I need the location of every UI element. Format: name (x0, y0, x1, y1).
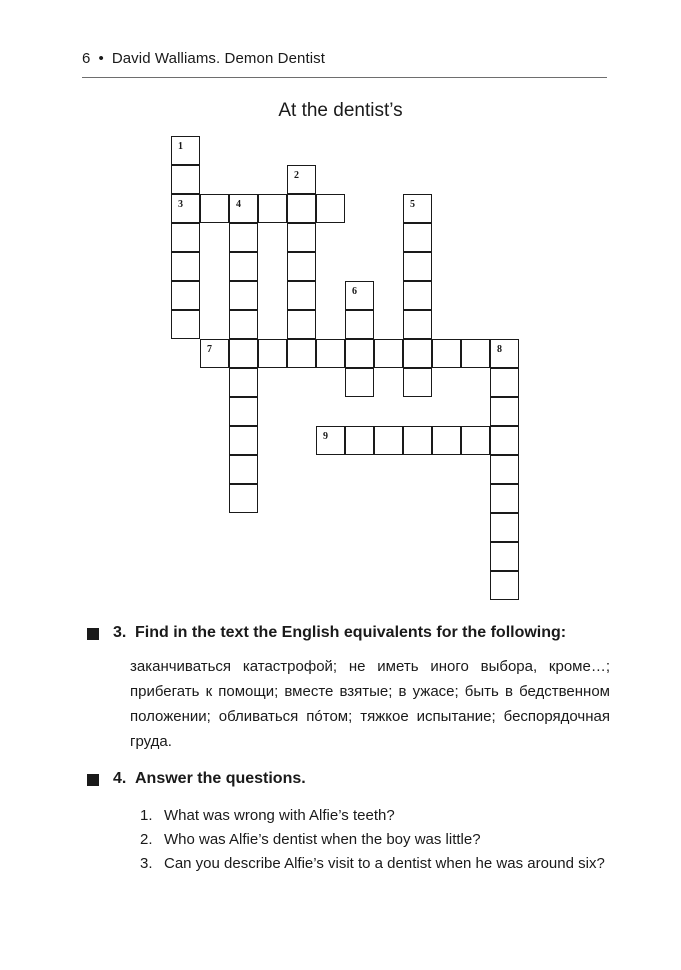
exercise-heading: Answer the questions. (135, 770, 306, 787)
crossword-cell (229, 281, 258, 310)
square-bullet-icon (87, 774, 99, 786)
crossword-cell (316, 194, 345, 223)
crossword-cell (229, 368, 258, 397)
crossword-clue-number: 7 (207, 344, 212, 355)
page-number: 6 (82, 50, 91, 67)
exercise-number: 3. (113, 624, 127, 641)
crossword-cell (461, 339, 490, 368)
crossword-cell (287, 310, 316, 339)
crossword-cell (345, 281, 374, 310)
question-number: 3. (140, 855, 153, 872)
crossword-clue-number: 4 (236, 199, 241, 210)
crossword-cell (403, 339, 432, 368)
crossword-clue-number: 9 (323, 431, 328, 442)
crossword-cell (403, 223, 432, 252)
running-title: David Walliams. Demon Dentist (111, 50, 326, 67)
square-bullet-icon (87, 628, 99, 640)
crossword-cell (403, 194, 432, 223)
crossword-cell (316, 426, 345, 455)
crossword-clue-number: 2 (294, 170, 299, 181)
crossword-cell (287, 165, 316, 194)
crossword-cell (490, 426, 519, 455)
crossword-cell (200, 339, 229, 368)
header-separator: • (98, 50, 104, 67)
crossword-clue-number: 5 (410, 199, 415, 210)
crossword-cell (229, 397, 258, 426)
crossword-cell (229, 484, 258, 513)
question-item (140, 804, 615, 828)
question-text: Who was Alfie’s dentist when the boy was little? (164, 831, 481, 848)
exercise-3-text: заканчиваться катастрофой; не иметь иного выбора, кроме…; прибегать к помощи; вместе взятые; в ужасе; быть в бедственном положении; обливаться пóтом; тяжкое испытание; беспорядочная груда. (130, 658, 610, 750)
crossword-cell (490, 513, 519, 542)
crossword-cell (490, 484, 519, 513)
crossword-cell (316, 339, 345, 368)
crossword-cell (171, 252, 200, 281)
crossword-cell (171, 281, 200, 310)
crossword-cell (403, 426, 432, 455)
crossword-cell (229, 339, 258, 368)
crossword-clue-number: 3 (178, 199, 183, 210)
crossword-cell (287, 339, 316, 368)
crossword-cell (490, 455, 519, 484)
crossword-cell (403, 252, 432, 281)
header-rule (82, 77, 607, 78)
crossword-cell (403, 310, 432, 339)
crossword-cell (171, 165, 200, 194)
crossword-cell (345, 368, 374, 397)
question-list (140, 804, 615, 876)
crossword-title: At the dentist’s (278, 100, 403, 121)
crossword-cell (229, 223, 258, 252)
crossword-cell (258, 339, 287, 368)
crossword-cell (171, 223, 200, 252)
crossword-clue-number: 1 (178, 141, 183, 152)
crossword-cell (258, 194, 287, 223)
crossword-cell (287, 281, 316, 310)
crossword-clue-number: 6 (352, 286, 357, 297)
crossword-cell (432, 426, 461, 455)
crossword-cell (490, 571, 519, 600)
crossword-cell (490, 339, 519, 368)
crossword-cell (374, 339, 403, 368)
crossword-cell (171, 136, 200, 165)
crossword-cell (490, 542, 519, 571)
question-item (140, 828, 615, 852)
crossword-cell (403, 281, 432, 310)
crossword-cell (229, 310, 258, 339)
crossword-cell (229, 194, 258, 223)
crossword-cell (287, 223, 316, 252)
crossword-cell (229, 252, 258, 281)
crossword-cell (171, 194, 200, 223)
crossword-cell (345, 339, 374, 368)
question-text: What was wrong with Alfie’s teeth? (164, 807, 395, 824)
crossword-cell (490, 397, 519, 426)
crossword-cell (345, 426, 374, 455)
crossword-cell (374, 426, 403, 455)
crossword-cell (461, 426, 490, 455)
crossword-cell (229, 426, 258, 455)
crossword-clue-number: 8 (497, 344, 502, 355)
running-head (82, 50, 325, 67)
crossword-cell (200, 194, 229, 223)
crossword-cell (345, 310, 374, 339)
crossword-cell (403, 368, 432, 397)
question-number: 2. (140, 831, 153, 848)
crossword-cell (287, 194, 316, 223)
question-text: Can you describe Alfie’s visit to a dentist when he was around six? (164, 855, 605, 872)
crossword-cell (432, 339, 461, 368)
question-item (140, 852, 615, 876)
crossword-cell (229, 455, 258, 484)
exercise-heading: Find in the text the English equivalents for the following: (135, 624, 567, 641)
crossword-cell (490, 368, 519, 397)
exercise-number: 4. (113, 770, 127, 787)
question-number: 1. (140, 807, 153, 824)
crossword-cell (171, 310, 200, 339)
crossword-cell (287, 252, 316, 281)
